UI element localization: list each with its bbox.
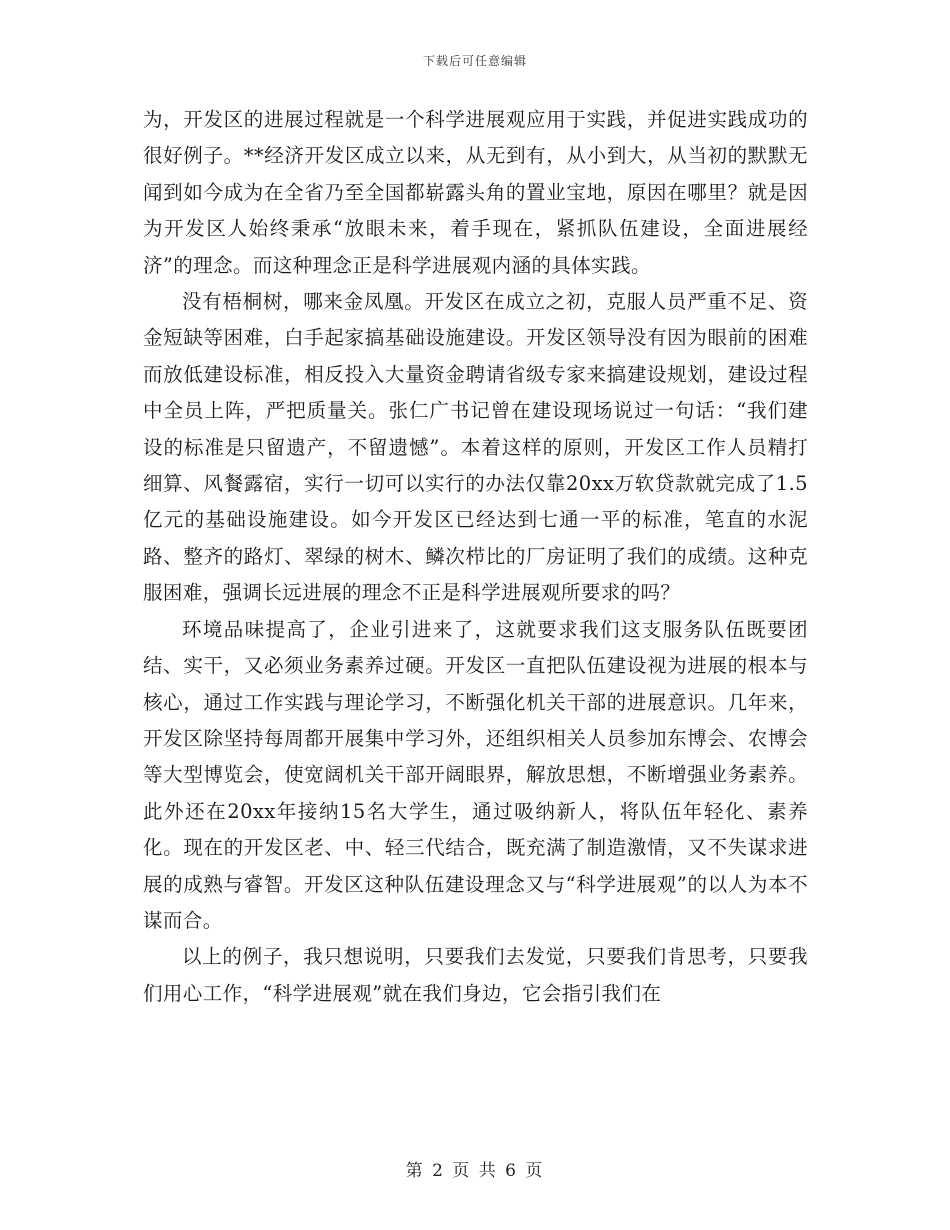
footer-prefix: 第: [405, 1161, 425, 1181]
document-body: [143, 102, 808, 1012]
footer-page-word: 页: [452, 1161, 472, 1181]
paragraph-1: 为，开发区的进展过程就是一个科学进展观应用于实践，并促进实践成功的很好例子。**经济开发区成立以来，从无到有，从小到大，从当初的默默无闻到如今成为在全省乃至全国都崭露头角的置业宝地，原因在哪里？就是因为开发区人始终秉承“放眼未来，着手现在，紧抓队伍建设，全面进展经济”的理念。而这种理念正是科学进展观内涵的具体实践。: [143, 108, 808, 277]
paragraph-2: 没有梧桐树，哪来金凤凰。开发区在成立之初，克服人员严重不足、资金短缺等困难，白手起家搞基础设施建设。开发区领导没有因为眼前的困难而放低建设标准，相反投入大量资金聘请省级专家来搞建设规划，建设过程中全员上阵，严把质量关。张仁广书记曾在建设现场说过一句话：“我们建设的标准是只留遗产，不留遗憾”。本着这样的原则，开发区工作人员精打细算、风餐露宿，实行一切可以实行的办法仅靠20xx万软贷款就完成了1.5亿元的基础设施建设。如今开发区已经达到七通一平的标准，笔直的水泥路、整齐的路灯、翠绿的树木、鳞次栉比的厂房证明了我们的成绩。这种克服困难，强调长远进展的理念不正是科学进展观所要求的吗？: [143, 290, 808, 605]
footer-total-pages: 6: [505, 1161, 518, 1181]
footer-current-page: 2: [432, 1161, 445, 1181]
footer-suffix: 页: [525, 1161, 545, 1181]
paragraph-3: 环境品味提高了，企业引进来了，这就要求我们这支服务队伍既要团结、实干，又必须业务素养过硬。开发区一直把队伍建设视为进展的根本与核心，通过工作实践与理论学习，不断强化机关干部的进展意识。几年来，开发区除坚持每周都开展集中学习外，还组织相关人员参加东博会、农博会等大型博览会，使宽阔机关干部开阔眼界，解放思想，不断增强业务素养。此外还在20xx年接纳15名大学生，通过吸纳新人，将队伍年轻化、素养化。现在的开发区老、中、轻三代结合，既充满了制造激情，又不失谋求进展的成熟与睿智。开发区这种队伍建设理念又与“科学进展观”的以人为本不谋而合。: [143, 617, 808, 932]
page-header-note: 下载后可任意编辑: [422, 54, 527, 68]
page-number-footer: [0, 1156, 950, 1181]
footer-total-word: 共: [478, 1161, 498, 1181]
paragraph-4: 以上的例子，我只想说明，只要我们去发觉，只要我们肯思考，只要我们用心工作，“科学进展观”就在我们身边，它会指引我们在: [143, 945, 808, 1005]
